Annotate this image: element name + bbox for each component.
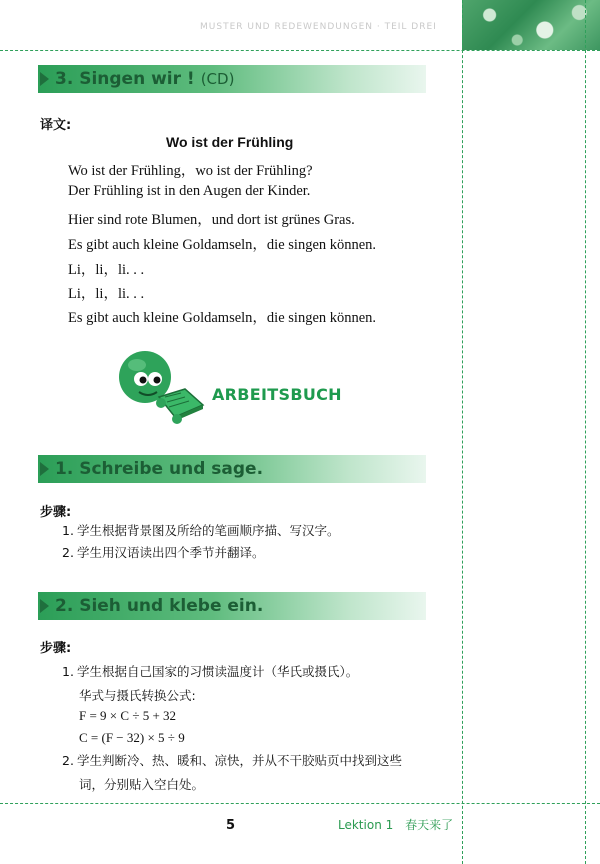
step-item: 1. 学生根据背景图及所给的笔画顺序描、写汉字。 [62,523,340,538]
step-item: 2. 学生判断冷、热、暖和、凉快，并从不干胶贴页中找到这些 [62,753,403,768]
frame-divider-bottom [0,803,600,804]
formula-intro: 华式与摄氏转换公式: [79,688,196,703]
section-banner-singen [38,65,426,93]
steps-label: 步骤: [40,505,72,520]
step-item: 1. 学生根据自己国家的习惯读温度计（华氏或摄氏）。 [62,664,359,679]
section-banner-sieh [38,592,426,620]
poem-line: Es gibt auch kleine Goldamseln，die singen können. [68,237,377,253]
triangle-icon [40,72,49,86]
page-number: 5 [226,818,236,833]
poem-line: Es gibt auch kleine Goldamseln，die singen können. [68,310,377,326]
reading-mascot-icon [115,347,210,427]
steps-list [62,750,402,772]
section-title: 3. Singen wir ! [55,69,195,89]
arbeitsbuch-heading: ARBEITSBUCH [212,385,342,404]
poem-title: Wo ist der Frühling [166,134,294,150]
triangle-icon [40,599,49,613]
lesson-label [338,816,453,833]
section-banner-schreibe [38,455,426,483]
poem-line: Li，li，li. . . [68,286,145,302]
frame-divider-vertical [462,0,463,864]
section-title: 1. Schreibe und sage. [55,459,264,479]
show-through-header: MUSTER UND REDEWENDUNGEN · TEIL DREI [200,22,437,32]
lektion-number: Lektion 1 [338,818,394,832]
steps-list [62,661,358,683]
poem-line: Hier sind rote Blumen，und dort ist grünes Gras. [68,212,355,228]
poem-line: Li，li，li. . . [68,262,145,278]
triangle-icon [40,462,49,476]
frame-divider-top [0,50,600,51]
section-title: 2. Sieh und klebe ein. [55,596,264,616]
steps-label: 步骤: [40,641,72,656]
poem-line: Der Frühling ist in den Augen der Kinder. [68,183,311,199]
translation-label: 译文: [40,118,72,133]
section-subtitle: (CD) [200,70,235,88]
step-item: 2. 学生用汉语读出四个季节并翻译。 [62,545,265,560]
frame-divider-right [585,0,586,864]
formula-fahrenheit: F = 9 × C ÷ 5 + 32 [79,708,177,723]
steps-list [62,520,340,564]
formula-celsius: C = (F − 32) × 5 ÷ 9 [79,730,185,745]
step-continuation: 词，分别贴入空白处。 [79,777,205,792]
corner-photo [462,0,600,50]
poem-line: Wo ist der Frühling，wo ist der Frühling? [68,163,313,179]
lesson-title: 春天来了 [405,818,454,832]
